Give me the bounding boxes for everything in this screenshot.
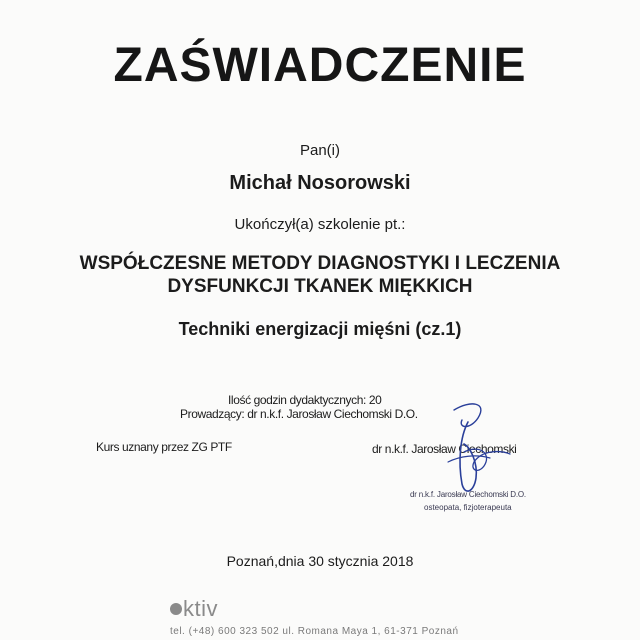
course-title-line2: DYSFUNKCJI TKANEK MIĘKKICH xyxy=(167,276,473,297)
course-subtitle: Techniki energizacji mięśni (cz.1) xyxy=(178,319,462,339)
stamp-line2: osteopata, fizjoterapeuta xyxy=(424,503,512,512)
recognition-line: Kurs uznany przez ZG PTF xyxy=(96,440,232,454)
course-title-line1: WSPÓŁCZESNE METODY DIAGNOSTYKI I LECZENIA xyxy=(79,253,561,274)
aktiv-logo xyxy=(170,596,218,622)
logo-text: ktiv xyxy=(183,596,218,621)
lecturer-line: Prowadzący: dr n.k.f. Jarosław Ciechomski D.O. xyxy=(180,407,418,421)
hours-line: Ilość godzin dydaktycznych: 20 xyxy=(228,393,382,407)
logo-mark-icon xyxy=(170,603,182,615)
signatory-name: dr n.k.f. Jarosław Ciechomski xyxy=(372,442,517,456)
handwritten-signature xyxy=(440,392,530,502)
place-and-date: Poznań,dnia 30 stycznia 2018 xyxy=(226,553,414,569)
completed-label: Ukończył(a) szkolenie pt.: xyxy=(234,216,406,233)
participant-name: Michał Nosorowski xyxy=(229,172,411,194)
footer-contact: tel. (+48) 600 323 502 ul. Romana Maya 1, 61-371 Poznań xyxy=(170,626,459,637)
addressee-label: Pan(i) xyxy=(299,142,340,159)
certificate-title: ZAŚWIADCZENIE xyxy=(113,39,527,92)
stamp-line1: dr n.k.f. Jarosław Ciechomski D.O. xyxy=(410,490,526,499)
